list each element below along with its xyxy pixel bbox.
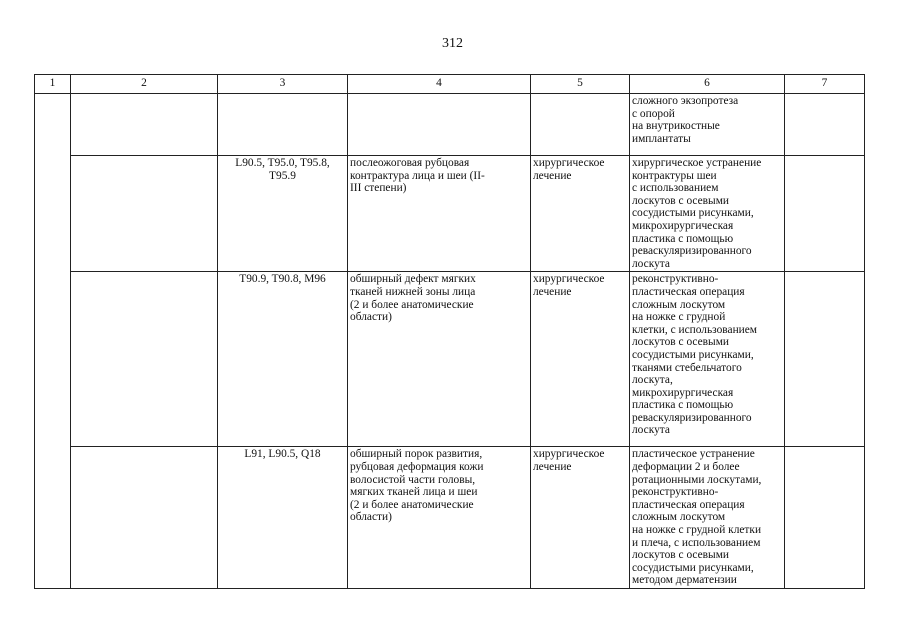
diagnosis-codes-cell: L90.5, T95.0, T95.8, T95.9 xyxy=(218,156,348,272)
column-header-6: 6 xyxy=(630,75,785,94)
column-header-1: 1 xyxy=(35,75,71,94)
column-header-5: 5 xyxy=(531,75,630,94)
treatment-method-cell: пластическое устранение деформации 2 и более ротационными лоскутами, реконструктивно- пластическая операция сложным лоскутом на ножке с грудной клетки и плеча, с использованием лоскутов с осевыми сосудистыми рисунками, методом дерматензии xyxy=(630,447,785,589)
table-row xyxy=(35,272,865,447)
header-row xyxy=(35,75,865,94)
profile-cell xyxy=(71,272,218,447)
column-header-3: 3 xyxy=(218,75,348,94)
column-header-4: 4 xyxy=(348,75,531,94)
table-row xyxy=(35,94,865,156)
treatment-type-cell: хирургическое лечение xyxy=(531,447,630,589)
row-number-cell xyxy=(35,94,71,589)
table-row xyxy=(35,447,865,589)
treatment-type-cell: хирургическое лечение xyxy=(531,272,630,447)
page-number: 312 xyxy=(442,36,463,51)
diagnosis-codes-cell xyxy=(218,94,348,156)
patient-model-cell: обширный дефект мягких тканей нижней зоны лица (2 и более анатомические области) xyxy=(348,272,531,447)
cost-cell xyxy=(785,94,865,156)
treatment-type-cell: хирургическое лечение xyxy=(531,156,630,272)
cost-cell xyxy=(785,447,865,589)
cost-cell xyxy=(785,272,865,447)
column-header-7: 7 xyxy=(785,75,865,94)
diagnosis-codes-cell: T90.9, T90.8, M96 xyxy=(218,272,348,447)
patient-model-cell xyxy=(348,94,531,156)
column-header-2: 2 xyxy=(71,75,218,94)
treatment-method-cell: сложного экзопротеза с опорой на внутрикостные имплантаты xyxy=(630,94,785,156)
profile-cell xyxy=(71,156,218,272)
treatment-type-cell xyxy=(531,94,630,156)
treatment-method-cell: реконструктивно- пластическая операция сложным лоскутом на ножке с грудной клетки, с использованием лоскутов с осевыми сосудистыми рисунками, тканями стебельчатого лоскута, микрохирургическая пластика с помощью реваскуляризированного лоскута xyxy=(630,272,785,447)
treatment-method-cell: хирургическое устранение контрактуры шеи с использованием лоскутов с осевыми сосудистыми рисунками, микрохирургическая пластика с помощью реваскуляризированного лоскута xyxy=(630,156,785,272)
profile-cell xyxy=(71,447,218,589)
medical-care-table xyxy=(34,74,865,589)
diagnosis-codes-cell: L91, L90.5, Q18 xyxy=(218,447,348,589)
table-row xyxy=(35,156,865,272)
profile-cell xyxy=(71,94,218,156)
patient-model-cell: послеожоговая рубцовая контрактура лица и шеи (II- III степени) xyxy=(348,156,531,272)
patient-model-cell: обширный порок развития, рубцовая деформация кожи волосистой части головы, мягких тканей лица и шеи (2 и более анатомические области) xyxy=(348,447,531,589)
cost-cell xyxy=(785,156,865,272)
